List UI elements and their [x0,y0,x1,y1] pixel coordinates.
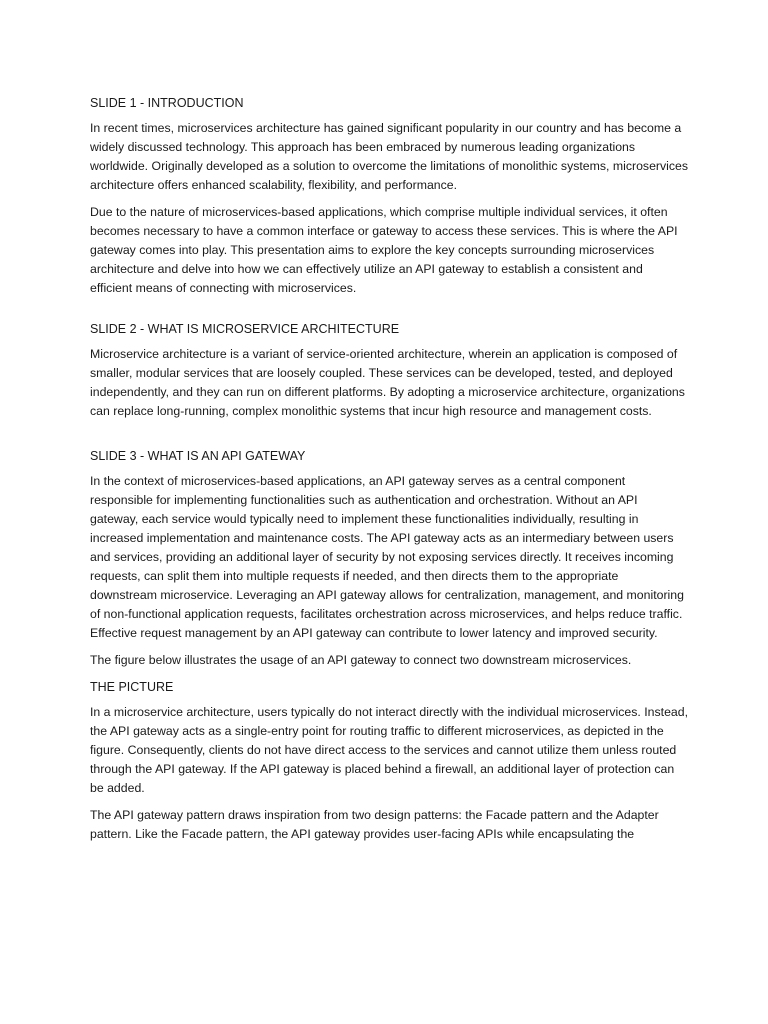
slide2-heading: SLIDE 2 - WHAT IS MICROSERVICE ARCHITECTURE [90,322,400,336]
slide3-heading: SLIDE 3 - WHAT IS AN API GATEWAY [90,449,306,463]
slide1-paragraph-1: In recent times, microservices architecture has gained significant popularity in our country and has become a widely discussed technology. This approach has been embraced by numerous leading organizations worldwide. Originally developed as a solution to overcome the limitations of monolithic systems, microservices architecture offers enhanced scalability, flexibility, and performance. [90,121,689,192]
slide1-paragraph-2: Due to the nature of microservices-based applications, which comprise multiple individual services, it often becomes necessary to have a common interface or gateway to access these services. This is where the API gateway comes into play. This presentation aims to explore the key concepts surrounding microservices architecture and delve into how we can effectively utilize an API gateway to establish a consistent and efficient means of connecting with microservices. [90,205,678,295]
slide3-paragraph-1: In the context of microservices-based applications, an API gateway serves as a central component responsible for implementing functionalities such as authentication and orchestration. Without an API gateway, each service would typically need to implement these functionalities individually, resulting in increased implementation and maintenance costs. The API gateway acts as an intermediary between users and services, providing an additional layer of security by not exposing services directly. It receives incoming requests, can split them into multiple requests if needed, and then directs them to the appropriate downstream microservice. Leveraging an API gateway allows for centralization, management, and monitoring of non-functional application requests, facilitates orchestration across microservices, and helps reduce traffic. Effective request management by an API gateway can contribute to lower latency and improved security. [90,474,684,640]
slide3-paragraph-2: The figure below illustrates the usage of an API gateway to connect two downstream microservices. [90,653,632,667]
picture-heading: THE PICTURE [90,680,174,694]
slide2-paragraph-1: Microservice architecture is a variant of service-oriented architecture, wherein an application is composed of smaller, modular services that are loosely coupled. These services can be developed, tested, and deployed independently, and they can run on different platforms. By adopting a microservice architecture, organizations can replace long-running, complex monolithic systems that incur high resource and management costs. [90,347,685,418]
picture-paragraph-1: In a microservice architecture, users typically do not interact directly with the individual microservices. Instead, the API gateway acts as a single-entry point for routing traffic to different microservices, as depicted in the figure. Consequently, clients do not have direct access to the services and cannot utilize them unless routed through the API gateway. If the API gateway is placed behind a firewall, an additional layer of protection can be added. [90,705,689,795]
picture-paragraph-2: The API gateway pattern draws inspiration from two design patterns: the Facade pattern and the Adapter pattern. Like the Facade pattern, the API gateway provides user-facing APIs while encapsulating the [90,808,659,841]
slide1-heading: SLIDE 1 - INTRODUCTION [90,96,244,110]
